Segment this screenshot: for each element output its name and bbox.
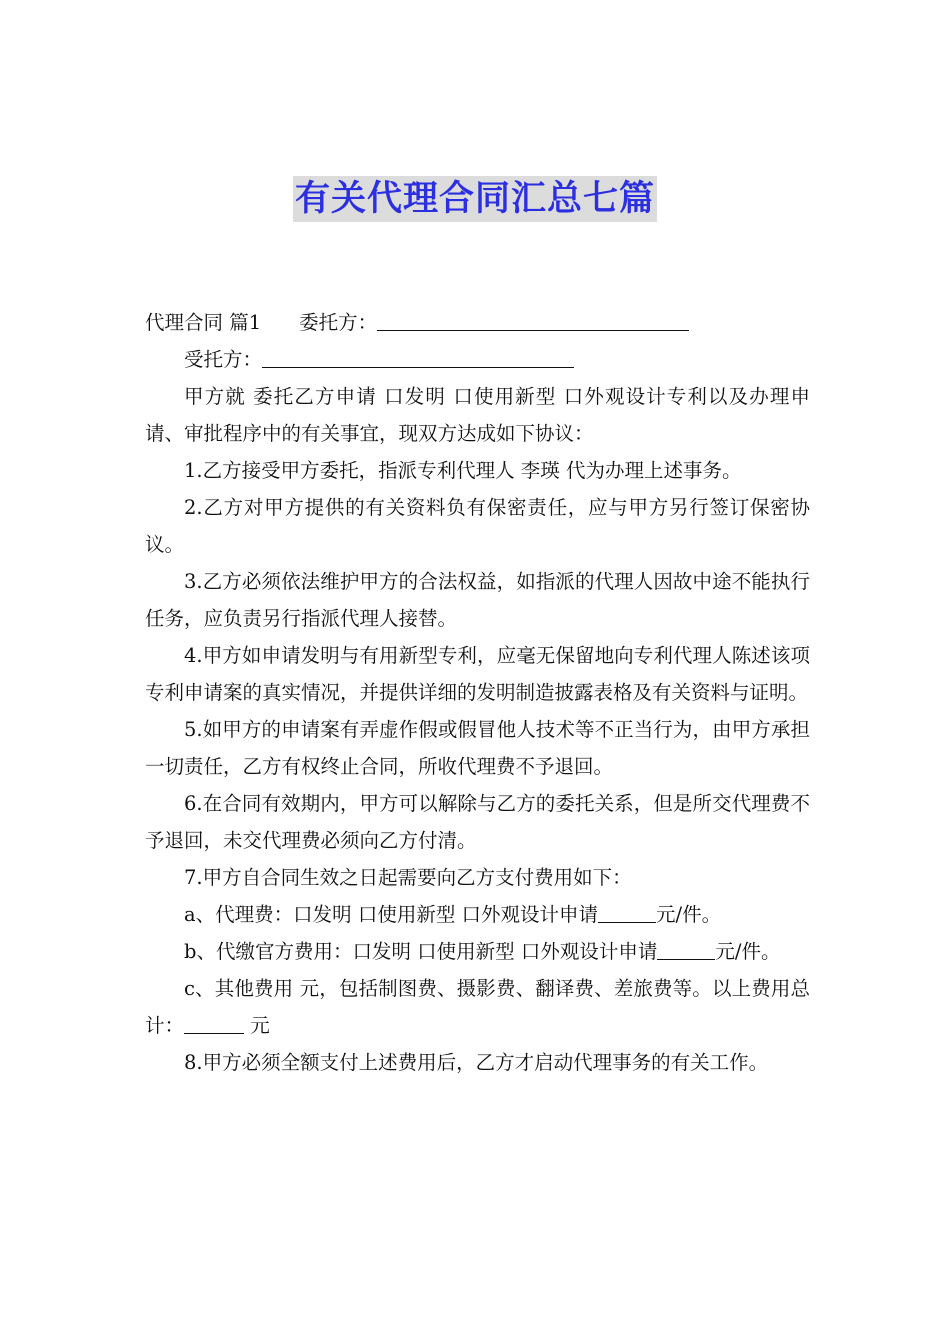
paragraph-c bbox=[145, 970, 810, 1044]
paragraph-a bbox=[145, 896, 810, 933]
paragraph-intro: 甲方就 委托乙方申请 口发明 口使用新型 口外观设计专利以及办理申请、审批程序中的有关事宜，现双方达成如下协议： bbox=[145, 385, 810, 445]
paragraph-2: 2.乙方对甲方提供的有关资料负有保密责任，应与甲方另行签订保密协议。 bbox=[145, 496, 810, 556]
client-label: 委托方： bbox=[299, 311, 378, 334]
agent-label: 受托方： bbox=[184, 348, 263, 371]
fee-a-blank bbox=[598, 900, 656, 923]
document-title: 有关代理合同汇总七篇 bbox=[293, 176, 657, 222]
document-body bbox=[145, 304, 810, 1081]
paragraph-b bbox=[145, 933, 810, 970]
article-label: 代理合同 篇1 bbox=[145, 311, 262, 334]
client-blank bbox=[377, 308, 689, 331]
contract-header-line bbox=[145, 304, 810, 341]
agent-blank bbox=[262, 345, 574, 368]
fee-total-blank bbox=[184, 1011, 244, 1034]
agent-line bbox=[145, 341, 810, 378]
fee-c-text: c、其他费用 元，包括制图费、摄影费、翻译费、差旅费等。以上费用总计： bbox=[145, 977, 810, 1037]
paragraph-3: 3.乙方必须依法维护甲方的合法权益，如指派的代理人因故中途不能执行任务，应负责另行指派代理人接替。 bbox=[145, 570, 810, 630]
fee-c-unit: 元 bbox=[244, 1014, 270, 1037]
fee-b-blank bbox=[657, 937, 715, 960]
paragraph-7: 7.甲方自合同生效之日起需要向乙方支付费用如下： bbox=[184, 866, 632, 889]
paragraph-6: 6.在合同有效期内，甲方可以解除与乙方的委托关系，但是所交代理费不予退回，未交代理费必须向乙方付清。 bbox=[145, 792, 810, 852]
fee-b-text: b、代缴官方费用：口发明 口使用新型 口外观设计申请 bbox=[184, 940, 658, 963]
paragraph-4: 4.甲方如申请发明与有用新型专利，应毫无保留地向专利代理人陈述该项专利申请案的真实情况，并提供详细的发明制造披露表格及有关资料与证明。 bbox=[145, 644, 810, 704]
fee-a-unit: 元/件。 bbox=[656, 903, 722, 926]
fee-b-unit: 元/件。 bbox=[715, 940, 781, 963]
fee-a-text: a、代理费：口发明 口使用新型 口外观设计申请 bbox=[184, 903, 599, 926]
paragraph-8: 8.甲方必须全额支付上述费用后，乙方才启动代理事务的有关工作。 bbox=[184, 1051, 769, 1074]
title-container bbox=[0, 176, 950, 222]
paragraph-1: 1.乙方接受甲方委托，指派专利代理人 李瑛 代为办理上述事务。 bbox=[184, 459, 742, 482]
paragraph-5: 5.如甲方的申请案有弄虚作假或假冒他人技术等不正当行为，由甲方承担一切责任，乙方有权终止合同，所收代理费不予退回。 bbox=[145, 718, 810, 778]
